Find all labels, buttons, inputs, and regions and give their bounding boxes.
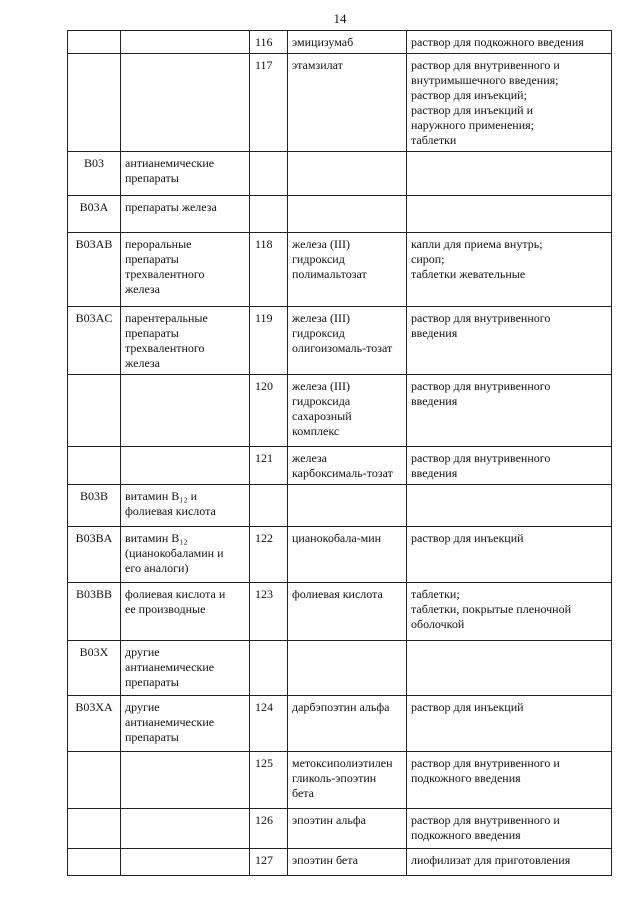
atc-group-line: ее производные bbox=[125, 602, 206, 616]
atc-code-cell: B03X bbox=[68, 641, 121, 696]
dosage-form-line: таблетки жевательные bbox=[411, 267, 526, 281]
dosage-form-line: сироп; bbox=[411, 252, 445, 266]
drug-name-line: олигоизомаль-тозат bbox=[292, 341, 393, 355]
item-number-cell: 121 bbox=[250, 447, 288, 485]
drug-name-cell bbox=[288, 809, 407, 849]
dosage-form-cell bbox=[407, 849, 612, 876]
dosage-form-line: капли для приема внутрь; bbox=[411, 237, 543, 251]
atc-group-cell bbox=[121, 641, 250, 696]
dosage-form-line: наружного применения; bbox=[411, 118, 534, 132]
atc-code-cell: B03BA bbox=[68, 527, 121, 583]
drug-name-cell bbox=[288, 696, 407, 752]
item-number-cell bbox=[250, 196, 288, 233]
table-row bbox=[68, 849, 612, 876]
atc-code-cell bbox=[68, 54, 121, 152]
drug-name-line: железа (III) bbox=[292, 379, 350, 393]
drug-name-cell bbox=[288, 447, 407, 485]
item-number-cell: 116 bbox=[250, 31, 288, 54]
dosage-form-line: раствор для внутривенного и bbox=[411, 58, 560, 72]
drug-name-line: метоксиполиэтилен bbox=[292, 756, 393, 770]
dosage-form-line: раствор для внутривенного bbox=[411, 379, 551, 393]
table-row bbox=[68, 31, 612, 54]
drug-table bbox=[67, 30, 612, 876]
item-number-cell: 124 bbox=[250, 696, 288, 752]
table-row bbox=[68, 641, 612, 696]
drug-name-line: эпоэтин альфа bbox=[292, 813, 366, 827]
drug-name-line: дарбэпоэтин альфа bbox=[292, 700, 390, 714]
dosage-form-line: введения bbox=[411, 466, 458, 480]
dosage-form-line: раствор для инъекций bbox=[411, 531, 524, 545]
dosage-form-cell bbox=[407, 641, 612, 696]
atc-group-line: препараты bbox=[125, 326, 179, 340]
atc-code-cell: B03BB bbox=[68, 583, 121, 641]
drug-name-line: гидроксид bbox=[292, 252, 345, 266]
table-row bbox=[68, 447, 612, 485]
atc-group-line: пероральные bbox=[125, 237, 192, 251]
atc-group-line: витамин B₁₂ и bbox=[125, 489, 198, 503]
atc-code-cell: B03 bbox=[68, 152, 121, 196]
dosage-form-line: таблетки, покрытые пленочной bbox=[411, 602, 572, 616]
dosage-form-cell bbox=[407, 31, 612, 54]
table-row bbox=[68, 196, 612, 233]
dosage-form-cell bbox=[407, 696, 612, 752]
atc-group-line: его аналоги) bbox=[125, 561, 189, 575]
table-row bbox=[68, 527, 612, 583]
atc-group-line: железа bbox=[125, 356, 160, 370]
item-number-cell bbox=[250, 641, 288, 696]
atc-code-cell: B03AB bbox=[68, 233, 121, 307]
item-number-cell: 117 bbox=[250, 54, 288, 152]
dosage-form-line: раствор для внутривенного и bbox=[411, 756, 560, 770]
dosage-form-line: раствор для инъекций; bbox=[411, 88, 527, 102]
atc-group-cell bbox=[121, 849, 250, 876]
atc-group-cell bbox=[121, 583, 250, 641]
drug-name-cell bbox=[288, 752, 407, 809]
dosage-form-cell bbox=[407, 375, 612, 447]
dosage-form-cell bbox=[407, 196, 612, 233]
atc-code-cell bbox=[68, 447, 121, 485]
dosage-form-line: раствор для внутривенного и bbox=[411, 813, 560, 827]
dosage-form-line: раствор для внутривенного bbox=[411, 451, 551, 465]
atc-group-cell bbox=[121, 233, 250, 307]
table-row bbox=[68, 307, 612, 375]
atc-group-line: антианемические bbox=[125, 715, 215, 729]
drug-name-cell bbox=[288, 307, 407, 375]
drug-name-line: гидроксид bbox=[292, 326, 345, 340]
drug-name-cell bbox=[288, 233, 407, 307]
drug-name-cell bbox=[288, 485, 407, 527]
dosage-form-line: лиофилизат для приготовления bbox=[411, 853, 571, 867]
drug-name-cell bbox=[288, 583, 407, 641]
drug-name-cell bbox=[288, 375, 407, 447]
drug-name-cell bbox=[288, 196, 407, 233]
dosage-form-cell bbox=[407, 485, 612, 527]
atc-code-cell: B03XA bbox=[68, 696, 121, 752]
table-row bbox=[68, 485, 612, 527]
atc-code-cell: B03AC bbox=[68, 307, 121, 375]
atc-group-cell bbox=[121, 696, 250, 752]
table-row bbox=[68, 696, 612, 752]
atc-group-cell bbox=[121, 31, 250, 54]
atc-group-cell bbox=[121, 152, 250, 196]
atc-group-line: антианемические bbox=[125, 660, 215, 674]
atc-code-cell bbox=[68, 809, 121, 849]
drug-name-line: железа (III) bbox=[292, 237, 350, 251]
atc-group-cell bbox=[121, 485, 250, 527]
dosage-form-line: введения bbox=[411, 394, 458, 408]
drug-name-line: гидроксида bbox=[292, 394, 351, 408]
dosage-form-cell bbox=[407, 307, 612, 375]
drug-name-line: комплекс bbox=[292, 424, 340, 438]
item-number-cell: 118 bbox=[250, 233, 288, 307]
drug-name-cell bbox=[288, 849, 407, 876]
table-row bbox=[68, 54, 612, 152]
dosage-form-line: введения bbox=[411, 326, 458, 340]
drug-name-line: эмицизумаб bbox=[292, 35, 354, 49]
dosage-form-line: таблетки; bbox=[411, 587, 460, 601]
atc-code-cell: B03B bbox=[68, 485, 121, 527]
atc-group-line: другие bbox=[125, 700, 160, 714]
table-row bbox=[68, 809, 612, 849]
drug-name-cell bbox=[288, 31, 407, 54]
dosage-form-line: подкожного введения bbox=[411, 771, 521, 785]
atc-group-line: парентеральные bbox=[125, 311, 208, 325]
table-row bbox=[68, 583, 612, 641]
atc-code-cell bbox=[68, 31, 121, 54]
dosage-form-line: таблетки bbox=[411, 133, 457, 147]
item-number-cell: 123 bbox=[250, 583, 288, 641]
atc-group-cell bbox=[121, 527, 250, 583]
drug-name-line: сахарозный bbox=[292, 409, 352, 423]
drug-name-line: этамзилат bbox=[292, 58, 343, 72]
atc-group-line: препараты bbox=[125, 171, 179, 185]
atc-group-cell bbox=[121, 809, 250, 849]
item-number-cell bbox=[250, 152, 288, 196]
table-row bbox=[68, 152, 612, 196]
atc-group-line: трехвалентного bbox=[125, 267, 205, 281]
item-number-cell: 126 bbox=[250, 809, 288, 849]
drug-name-cell bbox=[288, 152, 407, 196]
atc-group-line: фолиевая кислота bbox=[125, 504, 216, 518]
drug-name-line: гликоль-эпоэтин bbox=[292, 771, 377, 785]
atc-group-cell bbox=[121, 54, 250, 152]
drug-name-cell bbox=[288, 641, 407, 696]
drug-name-line: бета bbox=[292, 786, 314, 800]
atc-group-line: другие bbox=[125, 645, 160, 659]
drug-name-cell bbox=[288, 527, 407, 583]
item-number-cell bbox=[250, 485, 288, 527]
dosage-form-line: раствор для инъекций bbox=[411, 700, 524, 714]
drug-name-line: железа bbox=[292, 451, 327, 465]
atc-group-cell bbox=[121, 196, 250, 233]
table-row bbox=[68, 233, 612, 307]
atc-group-line: железа bbox=[125, 282, 160, 296]
atc-group-line: трехвалентного bbox=[125, 341, 205, 355]
table-row bbox=[68, 375, 612, 447]
dosage-form-cell bbox=[407, 447, 612, 485]
atc-group-line: (цианокобаламин и bbox=[125, 546, 224, 560]
dosage-form-cell bbox=[407, 809, 612, 849]
dosage-form-line: оболочкой bbox=[411, 617, 465, 631]
drug-name-line: эпоэтин бета bbox=[292, 853, 358, 867]
item-number-cell: 125 bbox=[250, 752, 288, 809]
drug-name-cell bbox=[288, 54, 407, 152]
atc-code-cell bbox=[68, 849, 121, 876]
atc-group-line: препараты bbox=[125, 252, 179, 266]
atc-group-cell bbox=[121, 447, 250, 485]
atc-group-cell bbox=[121, 307, 250, 375]
dosage-form-cell bbox=[407, 583, 612, 641]
atc-code-cell bbox=[68, 375, 121, 447]
dosage-form-cell bbox=[407, 233, 612, 307]
dosage-form-line: раствор для подкожного введения bbox=[411, 35, 584, 49]
drug-name-line: фолиевая кислота bbox=[292, 587, 383, 601]
dosage-form-cell bbox=[407, 152, 612, 196]
drug-name-line: цианокобала-мин bbox=[292, 531, 382, 545]
dosage-form-line: внутримышечного введения; bbox=[411, 73, 559, 87]
atc-group-line: антианемические bbox=[125, 156, 215, 170]
item-number-cell: 119 bbox=[250, 307, 288, 375]
table-row bbox=[68, 752, 612, 809]
dosage-form-line: раствор для инъекций и bbox=[411, 103, 533, 117]
drug-name-line: железа (III) bbox=[292, 311, 350, 325]
dosage-form-cell bbox=[407, 527, 612, 583]
atc-group-cell bbox=[121, 752, 250, 809]
dosage-form-line: раствор для внутривенного bbox=[411, 311, 551, 325]
atc-group-line: препараты bbox=[125, 675, 179, 689]
dosage-form-line: подкожного введения bbox=[411, 828, 521, 842]
drug-name-line: полимальтозат bbox=[292, 267, 367, 281]
dosage-form-cell bbox=[407, 54, 612, 152]
atc-code-cell: B03A bbox=[68, 196, 121, 233]
item-number-cell: 127 bbox=[250, 849, 288, 876]
atc-group-line: препараты железа bbox=[125, 200, 217, 214]
dosage-form-cell bbox=[407, 752, 612, 809]
item-number-cell: 122 bbox=[250, 527, 288, 583]
drug-name-line: карбоксималь-тозат bbox=[292, 466, 393, 480]
atc-group-cell bbox=[121, 375, 250, 447]
page-number: 14 bbox=[333, 11, 347, 26]
item-number-cell: 120 bbox=[250, 375, 288, 447]
atc-code-cell bbox=[68, 752, 121, 809]
atc-group-line: фолиевая кислота и bbox=[125, 587, 226, 601]
atc-group-line: витамин B₁₂ bbox=[125, 531, 188, 545]
atc-group-line: препараты bbox=[125, 730, 179, 744]
